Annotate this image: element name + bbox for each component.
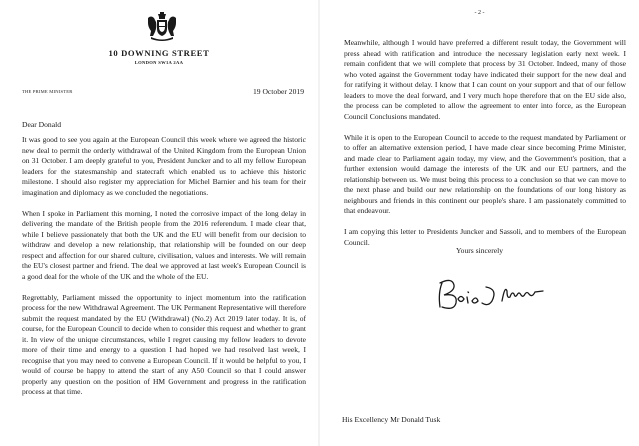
letter-date: 19 October 2019	[252, 87, 304, 96]
salutation: Dear Donald	[22, 120, 62, 129]
closing: Yours sincerely	[455, 246, 504, 255]
letterhead-address-sub: LONDON SW1A 2AA	[134, 60, 184, 65]
letterhead-address-title: 10 DOWNING STREET	[108, 48, 210, 58]
letter-body-page-1	[22, 135, 306, 408]
signature-icon	[432, 275, 552, 315]
recipient: His Excellency Mr Donald Tusk	[342, 415, 441, 424]
royal-coat-of-arms-icon	[145, 10, 179, 42]
letter-page-1	[0, 0, 318, 446]
paragraph: While it is open to the European Council to accede to the request mandated by Parliament or to offer an alternative extension period, I have made clear since becoming Prime Minister, and made clear to Parliament again today, my view, and the Government's position, that a further extension would damage the interests of the UK and our EU partners, and the relationship between us. We must being this process to a conclusion so that we can move to the next phase and build our new relationship on the foundations of our long history as neighbours and friends in this continent our people's share. I am passionately committed to that endeavour.	[344, 132, 626, 215]
letter-body-page-2	[344, 38, 626, 259]
paragraph: Meanwhile, although I would have preferred a different result today, the Government will press ahead with ratification and introduce the necessary legislation early next week. I remain confident that we will complete that process by 31 October. Indeed, many of those who voted against the Government today have indicated their support for the new deal and for ratifying it without delay. I know that I can count on your support and that of our fellow leaders to move the deal forward, and I very much hope therefore that on the EU side also, the process can be completed to allow the agreement to enter into force, as the European Council Conclusions mandated.	[344, 38, 626, 121]
paragraph: I am copying this letter to Presidents Juncker and Sassoli, and to members of the European Council.	[344, 227, 626, 247]
page-number: - 2 -	[474, 10, 485, 16]
paragraph: When I spoke in Parliament this morning, I noted the corrosive impact of the long delay in delivering the mandate of the British people from the 2016 referendum. I made clear that, while I believe passionately that both the UK and the EU will benefit from our decision to withdraw and develop a new relationship, that relationship will be founded on our deep respect and affection for our shared culture, civilisation, values and interests. We will remain the EU's closest partner and friend. The deal we approved at last week's European Council is a good deal for the whole of the UK and the whole of the EU.	[22, 208, 306, 281]
paragraph: It was good to see you again at the European Council this week where we agreed the historic new deal to permit the orderly withdrawal of the United Kingdom from the European Union on 31 October. I am deeply grateful to you, President Juncker and to all my fellow European leaders for the statesmanship and statecraft which enabled us to achieve this historic milestone. I should also register my appreciation for Michel Barnier and his team for their imagination and diplomacy as we concluded the negotiations.	[22, 135, 306, 197]
letter-page-2	[320, 0, 639, 446]
sender-title: THE PRIME MINISTER	[22, 89, 73, 94]
paragraph: Regrettably, Parliament missed the opportunity to inject momentum into the ratification process for the new Withdrawal Agreement. The UK Permanent Representative will therefore submit the request mandated by the EU (Withdrawal) (No.2) Act 2019 later today. It is, of course, for the European Council to decide when to consider this request and whether to grant it. In view of the unique circumstances, while I regret causing my fellow leaders to devote more of their time and energy to a question I had hoped we had resolved last week, I recognise that you may need to convene a European Council. If it would be helpful to you, I would of course be happy to attend the start of any A50 Council so that I could answer properly any question on the position of HM Government and progress in the ratification process at that time.	[22, 292, 306, 396]
